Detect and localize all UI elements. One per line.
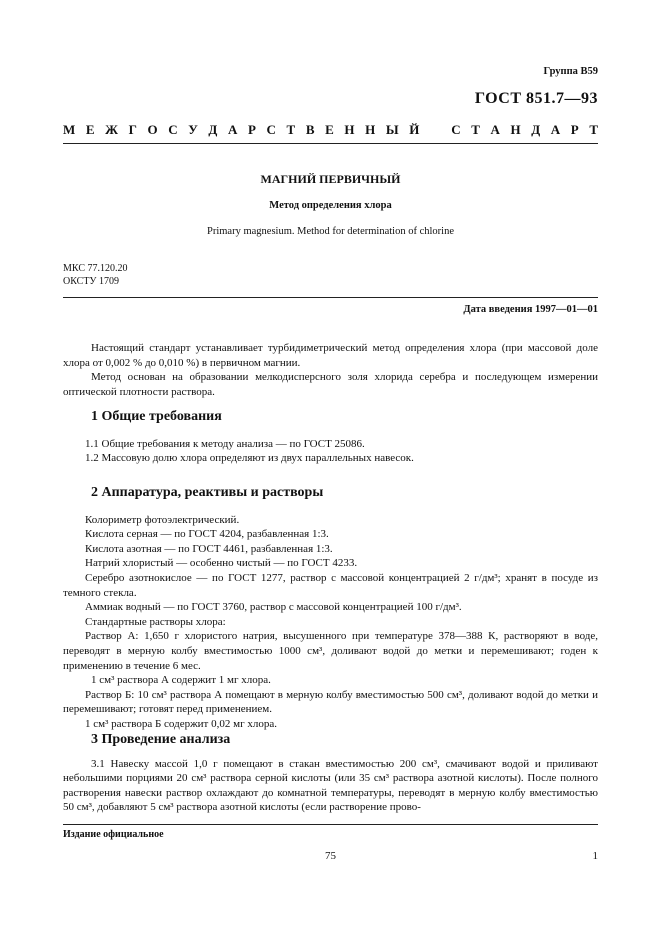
intro-section <box>63 341 598 399</box>
banner-letter: Н <box>510 122 521 137</box>
gost-number: ГОСТ 851.7—93 <box>474 90 598 107</box>
banner-letter: С <box>451 122 461 137</box>
list-item: 1 см³ раствора Б содержит 0,02 мг хлора. <box>85 717 277 730</box>
list-item: Кислота азотная — по ГОСТ 4461, разбавленная 1:3. <box>85 542 333 555</box>
list-item: Серебро азотнокислое — по ГОСТ 1277, раствор с массовой концентрацией 2 г/дм³; хранят в посуде из темного стекла. <box>63 571 598 599</box>
section-3 <box>63 733 598 815</box>
section-1 <box>63 410 598 466</box>
codes-divider <box>63 297 598 298</box>
section-heading: 2 Аппаратура, реактивы и растворы <box>91 485 324 500</box>
document-title: МАГНИЙ ПЕРВИЧНЫЙ <box>260 172 401 186</box>
banner-letter: О <box>147 122 158 137</box>
page-number-center: 75 <box>325 850 336 862</box>
banner-letter: Г <box>128 122 137 137</box>
banner-letter: Т <box>286 122 296 137</box>
list-item: Раствор Б: 10 см³ раствора А помещают в мерную колбу вместимостью 500 см³, доливают водой до метки и перемешивают; готовят перед применением. <box>63 688 598 716</box>
section-paragraph: 1.2 Массовую долю хлора определяют из двух параллельных навесок. <box>85 452 414 465</box>
banner-letter: А <box>550 122 561 137</box>
banner-letter: У <box>188 122 198 137</box>
banner-letter: Ы <box>385 122 399 137</box>
banner-letter: Н <box>344 122 355 137</box>
method-title: Метод определения хлора <box>269 200 392 211</box>
section-heading: 3 Проведение анализа <box>91 732 231 747</box>
banner-letter: Ж <box>105 122 119 137</box>
banner-letter: М <box>63 122 76 137</box>
banner-letter: Р <box>247 122 256 137</box>
introduction-date: Дата введения 1997—01—01 <box>463 304 598 315</box>
group-code: Группа В59 <box>543 66 598 77</box>
header-divider <box>63 143 598 144</box>
banner-letter: Д <box>208 122 218 137</box>
interstate-standard-banner <box>63 122 598 138</box>
banner-letter: А <box>227 122 238 137</box>
list-item: Раствор А: 1,650 г хлористого натрия, высушенного при температуре 378—388 К, растворяют в воде, переводят в мерную колбу вместимостью 1000 см³, доливают водой до метки и перемешивают; годен к применению в течение 6 мес. <box>63 630 598 672</box>
list-item: Кислота серная — по ГОСТ 4204, разбавленная 1:3. <box>85 528 329 541</box>
section-heading: 1 Общие требования <box>91 409 222 424</box>
banner-letter: Е <box>85 122 95 137</box>
banner-letter: Т <box>589 122 598 137</box>
english-title: Primary magnesium. Method for determination of chlorine <box>207 226 454 237</box>
footer-divider <box>63 824 598 825</box>
intro-paragraph: Метод основан на образовании мелкодисперсного золя хлорида серебра и последующем измерении оптической плотности раствора. <box>63 371 598 398</box>
banner-letter: Д <box>531 122 541 137</box>
section-paragraph: 3.1 Навеску массой 1,0 г помещают в стакан вместимостью 200 см³, смачивают водой и приливают небольшими порциями 20 см³ раствора серной кислоты (или 35 см³ раствора азотной кислоты). После полного растворения навески раствор охлаждают до комнатной температуры, переводят в мерную колбу вместимостью 50 см³, добавляют 5 см³ раствора азотной кислоты (если растворение прово- <box>63 757 598 814</box>
banner-letter: В <box>305 122 315 137</box>
page-number-right: 1 <box>592 850 598 862</box>
edition-label: Издание официальное <box>63 829 164 840</box>
section-paragraph: 1.1 Общие требования к методу анализа — по ГОСТ 25086. <box>85 437 365 450</box>
banner-letter: Н <box>365 122 376 137</box>
section-2 <box>63 486 598 732</box>
okstu-code: ОКСТУ 1709 <box>63 276 120 287</box>
intro-paragraph: Настоящий стандарт устанавливает турбидиметрический метод определения хлора (при массовой доле хлора от 0,002 % до 0,010 %) в первичном магнии. <box>63 342 598 369</box>
banner-letter: Р <box>570 122 579 137</box>
classification-codes <box>63 262 127 288</box>
list-item: 1 см³ раствора А содержит 1 мг хлора. <box>91 674 271 687</box>
banner-letter: Й <box>409 122 420 137</box>
banner-letter: С <box>266 122 276 137</box>
list-item: Натрий хлористый — особенно чистый — по ГОСТ 4233. <box>85 557 358 570</box>
banner-letter: Т <box>471 122 480 137</box>
list-item: Стандартные растворы хлора: <box>85 615 226 628</box>
banner-letter: С <box>168 122 178 137</box>
list-item: Аммиак водный — по ГОСТ 3760, раствор с массовой концентрацией 100 г/дм³. <box>85 601 462 614</box>
banner-letter: Е <box>325 122 334 137</box>
list-item: Колориметр фотоэлектрический. <box>85 513 240 526</box>
mks-code: МКС 77.120.20 <box>63 263 128 274</box>
banner-letter: А <box>490 122 500 137</box>
